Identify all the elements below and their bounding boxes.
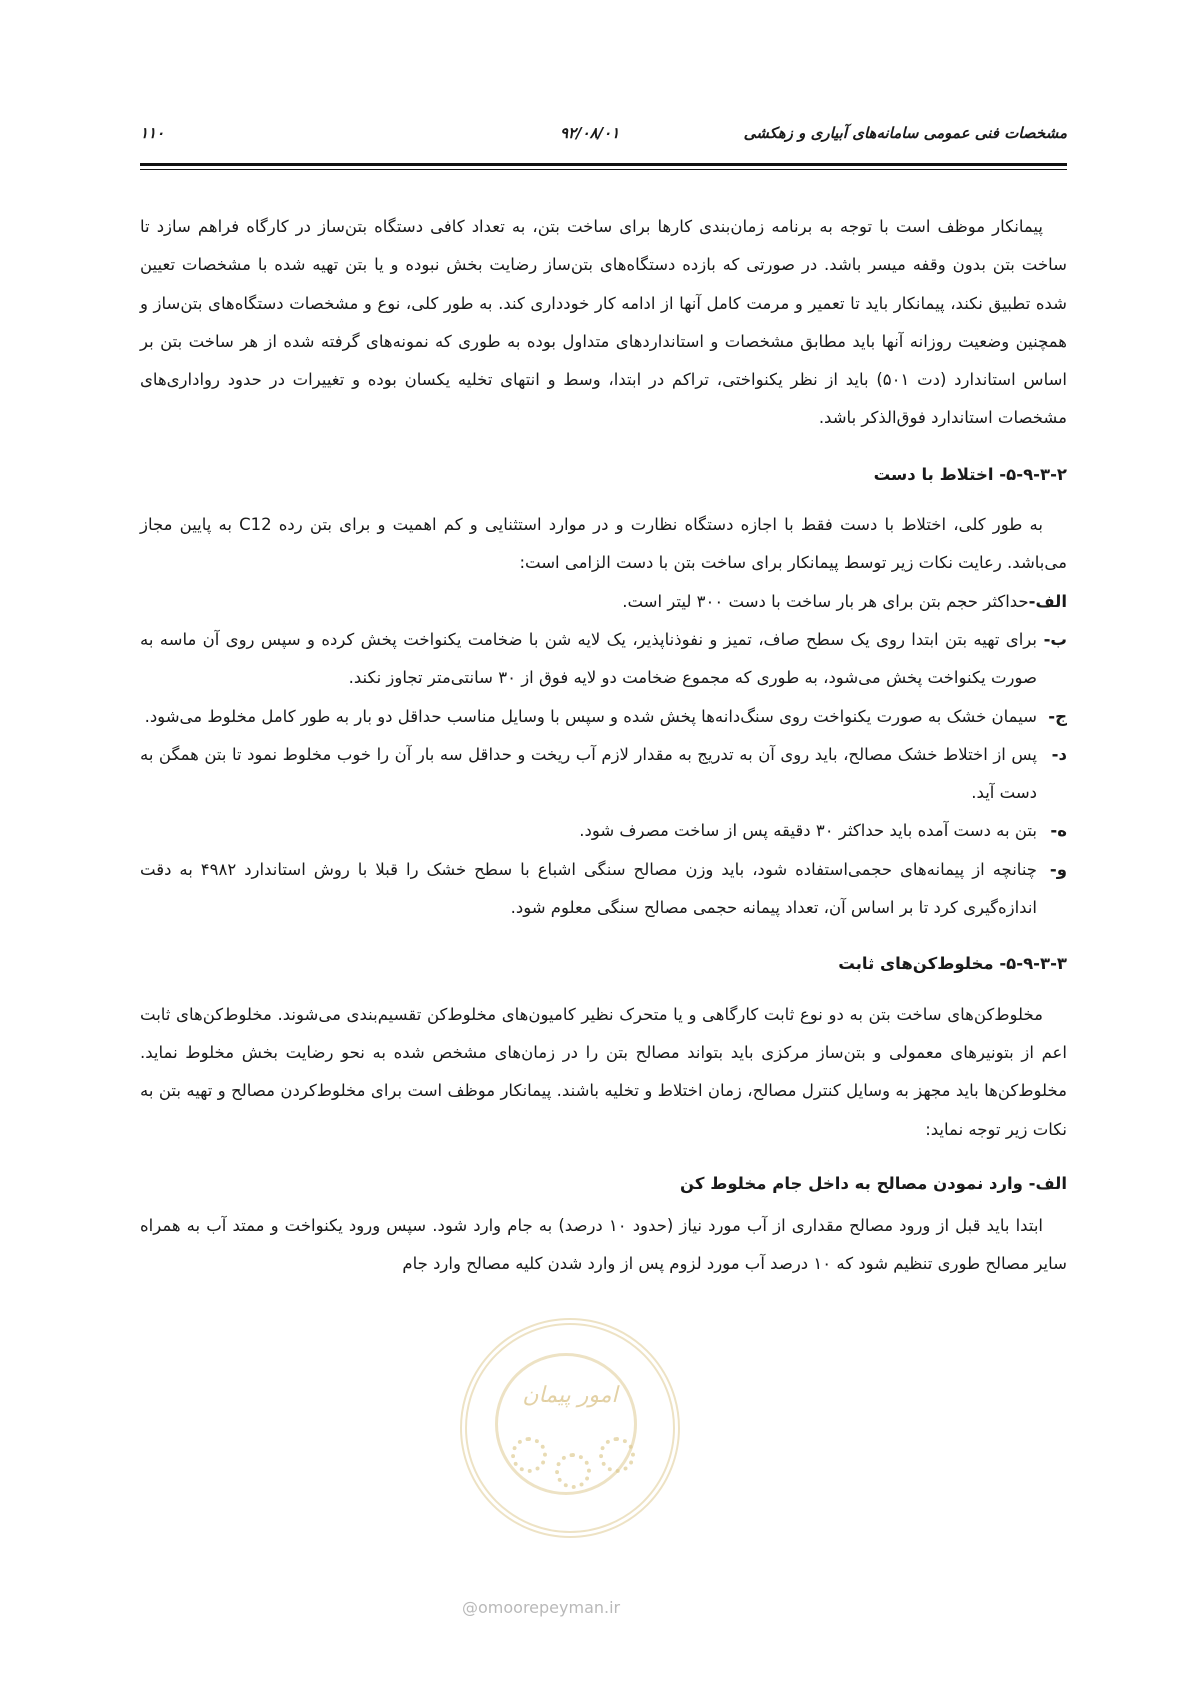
- seal-text: امور پیمان: [522, 1383, 618, 1408]
- gear-icon: [555, 1453, 591, 1489]
- section-heading-fixed-mixers: ۵-۹-۳-۳- مخلوط‌کن‌های ثابت: [838, 954, 1067, 974]
- list-item: [140, 583, 1067, 621]
- list-item-label: ه-: [1050, 821, 1067, 841]
- list-item-text: برای تهیه بتن ابتدا روی یک سطح صاف، تمیز و نفوذناپذیر، یک لایه شن با ضخامت یکنواخت پخش کرده و سپس روی آن ماسه به صورت یکنواخت پخش می‌شود، به طوری که مجموع ضخامت دو لایه فوق از ۳۰ سانتی‌متر تجاوز نکند.: [140, 629, 1037, 688]
- gear-icon: [511, 1437, 547, 1473]
- subsection-paragraph: ابتدا باید قبل از ورود مصالح مقداری از آب مورد نیاز (حدود ۱۰ درصد) به جام وارد شود. سپس ورود یکنواخت و ممتد آب به همراه سایر مصالح طوری تنظیم شود که ۱۰ درصد آب مورد لزوم پس از وارد شدن کلیه مصالح وارد جام: [140, 1216, 1067, 1274]
- intro-paragraph: پیمانکار موظف است با توجه به برنامه زمان‌بندی کارها برای ساخت بتن، به تعداد کافی دستگاه بتن‌ساز در کارگاه فراهم سازد تا ساخت بتن بدون وقفه میسر باشد. در صورتی که بازده دستگاه‌های بتن‌ساز رضایت بخش نبوده و یا بتن تهیه شده با مشخصات تعیین شده تطبیق نکند، پیمانکار باید تا تعمیر و مرمت کامل آنها از ادامه کار خودداری کند. به طور کلی، نوع و مشخصات دستگاه‌های بتن‌ساز و همچنین وضعیت روزانه آنها باید مطابق مشخصات و استانداردهای متداول بوده به طوری که نمونه‌های گرفته شده از هر ساخت بتن بر اساس استاندارد (دت ۵۰۱) باید از نظر یکنواختی، تراکم در ابتدا، وسط و انتهای تخلیه یکسان بوده و تغییرات در حدود رواداری‌های مشخصات استاندارد فوق‌الذکر باشد.: [140, 217, 1068, 428]
- watermark-seal: [460, 1318, 680, 1538]
- list-item: [140, 851, 1067, 928]
- list-item-label: الف-: [1028, 591, 1067, 611]
- header-rule-thick: [140, 163, 1067, 166]
- section-heading-hand-mixing: ۵-۹-۳-۲- اختلاط با دست: [873, 464, 1067, 484]
- watermark-url: @omoorepeyman.ir: [462, 1598, 621, 1617]
- list-item: [140, 698, 1067, 736]
- list-item: [140, 621, 1067, 698]
- header-date: ۹۲/۰۸/۰۱: [560, 124, 620, 142]
- list-item-text: حداکثر حجم بتن برای هر بار ساخت با دست ۳۰۰ لیتر است.: [622, 591, 1029, 611]
- list-item-text: چنانچه از پیمانه‌های حجمی‌استفاده شود، باید وزن مصالح سنگی اشباع با سطح خشک را قبلا با روش استاندارد ۴۹۸۲ به دقت اندازه‌گیری کرد تا بر اساس آن، تعداد پیمانه حجمی مصالح سنگی معلوم شود.: [140, 859, 1037, 918]
- hand-mixing-intro: به طور کلی، اختلاط با دست فقط با اجازه دستگاه نظارت و در موارد استثنایی و کم اهمیت و برای بتن رده C12 به پایین مجاز می‌باشد. رعایت نکات زیر توسط پیمانکار برای ساخت بتن با دست الزامی است:: [140, 515, 1067, 573]
- list-item: [140, 736, 1067, 813]
- body-content: [140, 208, 1067, 1284]
- subsection-heading: الف- وارد نمودن مصالح به داخل جام مخلوط کن: [680, 1173, 1067, 1193]
- list-item-label: ب-: [1043, 629, 1067, 649]
- list-item: [140, 812, 1067, 850]
- page-number: ۱۱۰: [140, 124, 165, 142]
- list-item-text: بتن به دست آمده باید حداکثر ۳۰ دقیقه پس از ساخت مصرف شود.: [579, 821, 1037, 841]
- seal-inner-ring: [495, 1353, 637, 1495]
- list-item-text: سیمان خشک به صورت یکنواخت روی سنگ‌دانه‌ها پخش شده و سپس با وسایل مناسب حداقل دو بار به طور کامل مخلوط می‌شود.: [144, 706, 1037, 726]
- fixed-mixers-paragraph: مخلوط‌کن‌های ساخت بتن به دو نوع ثابت کارگاهی و یا متحرک نظیر کامیون‌های مخلوط‌کن تقسیم‌بندی می‌شوند. مخلوط‌کن‌های ثابت اعم از بتونیرهای معمولی و بتن‌ساز مرکزی باید بتواند مصالح بتن را در زمان‌های مشخص شده به نحو رضایت بخش مخلوط نماید. مخلوط‌کن‌ها باید مجهز به وسایل کنترل مصالح، زمان اختلاط و تخلیه باشند. پیمانکار موظف است برای مخلوط‌کردن مصالح و تهیه بتن به نکات زیر توجه نماید:: [140, 1004, 1067, 1139]
- list-item-label: ج-: [1048, 706, 1067, 726]
- header-title: مشخصات فنی عمومی سامانه‌های آبیاری و زهکشی: [743, 124, 1067, 142]
- list-item-label: د-: [1051, 744, 1067, 764]
- header-rule-thin: [140, 169, 1067, 170]
- list-item-text: پس از اختلاط خشک مصالح، باید روی آن به تدریج به مقدار لازم آب ریخت و حداقل سه بار آن را خوب مخلوط نمود تا بتن همگن به دست آید.: [140, 744, 1037, 803]
- list-item-label: و-: [1049, 859, 1067, 879]
- running-header: [140, 118, 1067, 158]
- gear-icon: [599, 1437, 635, 1473]
